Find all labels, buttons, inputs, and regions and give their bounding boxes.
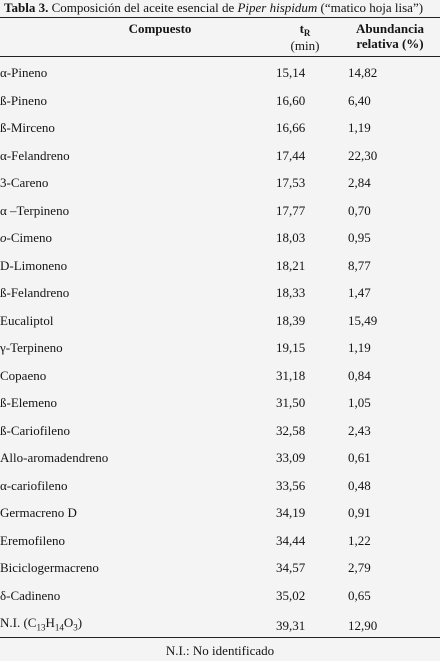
header-tr-unit: (min) — [290, 38, 320, 53]
compound-name: Eucaliptol — [0, 312, 54, 328]
retention-time: 18,21 — [276, 257, 306, 273]
table-row — [0, 142, 440, 170]
table-row — [0, 389, 440, 417]
relative-abundance: 6,40 — [348, 92, 371, 108]
relative-abundance: 1,22 — [348, 532, 371, 548]
retention-time: 18,33 — [276, 285, 306, 300]
retention-time: 18,03 — [276, 230, 306, 245]
relative-abundance: 0,48 — [348, 477, 371, 493]
table-row — [0, 472, 440, 500]
compound-name: ß-Mirceno — [0, 120, 55, 135]
table-row — [0, 252, 440, 280]
relative-abundance: 8,77 — [348, 257, 371, 273]
relative-abundance: 1,19 — [348, 120, 371, 135]
retention-time: 33,09 — [276, 450, 306, 465]
table-row — [0, 527, 440, 555]
retention-time: 17,44 — [276, 147, 306, 163]
table-row — [0, 169, 440, 197]
compound-name: Germacreno D — [0, 505, 77, 520]
retention-time: 18,39 — [276, 312, 306, 328]
relative-abundance: 1,05 — [348, 395, 371, 410]
relative-abundance: 2,84 — [348, 175, 371, 190]
compound-name: ß-Cariofileno — [0, 422, 71, 438]
table-row — [0, 554, 440, 582]
header-abundance — [340, 21, 440, 51]
retention-time: 19,15 — [276, 340, 306, 355]
relative-abundance: 0,65 — [348, 587, 371, 603]
compound-name: Allo-aromadendreno — [0, 450, 109, 465]
table-row — [0, 499, 440, 527]
retention-time: 35,02 — [276, 587, 306, 603]
header-compound: Compuesto — [128, 21, 192, 36]
table-row — [0, 197, 440, 225]
retention-time: 34,44 — [276, 532, 306, 548]
table-row — [0, 362, 440, 390]
caption-common-name: (“matico hoja lisa”) — [317, 0, 424, 15]
header-retention-time — [280, 21, 330, 53]
table-caption — [4, 0, 440, 16]
retention-time: 15,14 — [276, 65, 306, 80]
retention-time: 16,60 — [276, 92, 306, 108]
relative-abundance: 15,49 — [348, 312, 378, 328]
retention-time: 31,50 — [276, 395, 306, 410]
compound-name: Eremofileno — [0, 532, 65, 548]
bottom-rule — [0, 637, 440, 638]
retention-time: 17,77 — [276, 202, 306, 218]
relative-abundance: 1,47 — [348, 285, 371, 300]
relative-abundance: 2,79 — [348, 560, 371, 575]
relative-abundance: 1,19 — [348, 340, 371, 355]
compound-name: α –Terpineno — [0, 202, 70, 218]
relative-abundance: 12,90 — [348, 617, 378, 633]
relative-abundance: 14,82 — [348, 65, 378, 80]
compound-name: γ-Terpineno — [0, 340, 63, 355]
compound-name: α-Pineno — [0, 65, 48, 80]
compound-name: N.I. $(C_{13}H_{14}O_3)$ — [0, 615, 83, 633]
table-row — [0, 334, 440, 362]
caption-species: Piper hispidum — [237, 0, 318, 15]
compound-name: α-Felandreno — [0, 147, 70, 163]
table-row — [0, 114, 440, 142]
compound-name: ß-Pineno — [0, 92, 47, 108]
retention-time: 34,57 — [276, 560, 306, 575]
table-row — [0, 417, 440, 445]
caption-label: Tabla 3. — [4, 0, 49, 15]
top-rule — [0, 17, 440, 18]
header-rule — [0, 56, 440, 57]
header-abundance-line2: relativa (%) — [356, 36, 424, 51]
table-row — [0, 87, 440, 115]
compound-name: Biciclogermacreno — [0, 560, 99, 575]
compounds-table-body — [0, 59, 440, 642]
compound-name: α-cariofileno — [0, 477, 68, 493]
compound-name: ß-Elemeno — [0, 395, 58, 410]
compound-name: Copaeno — [0, 367, 47, 383]
retention-time: 31,18 — [276, 367, 306, 383]
relative-abundance: 2,43 — [348, 422, 371, 438]
relative-abundance: 0,84 — [348, 367, 371, 383]
compound-name: ß-Felandreno — [0, 285, 70, 300]
table-row — [0, 279, 440, 307]
table-footnote: N.I.: No identificado — [165, 643, 275, 658]
relative-abundance: 0,70 — [348, 202, 371, 218]
compounds-table — [0, 59, 440, 642]
relative-abundance: 0,95 — [348, 230, 371, 245]
table-row — [0, 582, 440, 610]
table-row — [0, 444, 440, 472]
compound-name: o-Cimeno — [0, 230, 52, 245]
relative-abundance: 22,30 — [348, 147, 378, 163]
caption-text: Composición del aceite esencial de — [48, 0, 238, 15]
relative-abundance: 0,61 — [348, 450, 371, 465]
compound-name: 3-Careno — [0, 175, 49, 190]
table-row — [0, 307, 440, 335]
retention-time: 39,31 — [276, 617, 306, 633]
retention-time: 33,56 — [276, 477, 306, 493]
retention-time: 16,66 — [276, 120, 306, 135]
compound-name: D-Limoneno — [0, 257, 68, 273]
retention-time: 34,19 — [276, 505, 306, 520]
header-tr-symbol: t — [299, 21, 304, 36]
header-tr-subscript: R — [303, 28, 311, 38]
retention-time: 17,53 — [276, 175, 306, 190]
header-abundance-line1: Abundancia — [356, 21, 424, 36]
relative-abundance: 0,91 — [348, 505, 371, 520]
compound-name: δ-Cadineno — [0, 587, 61, 603]
table-row — [0, 224, 440, 252]
retention-time: 32,58 — [276, 422, 306, 438]
table-row — [0, 59, 440, 87]
